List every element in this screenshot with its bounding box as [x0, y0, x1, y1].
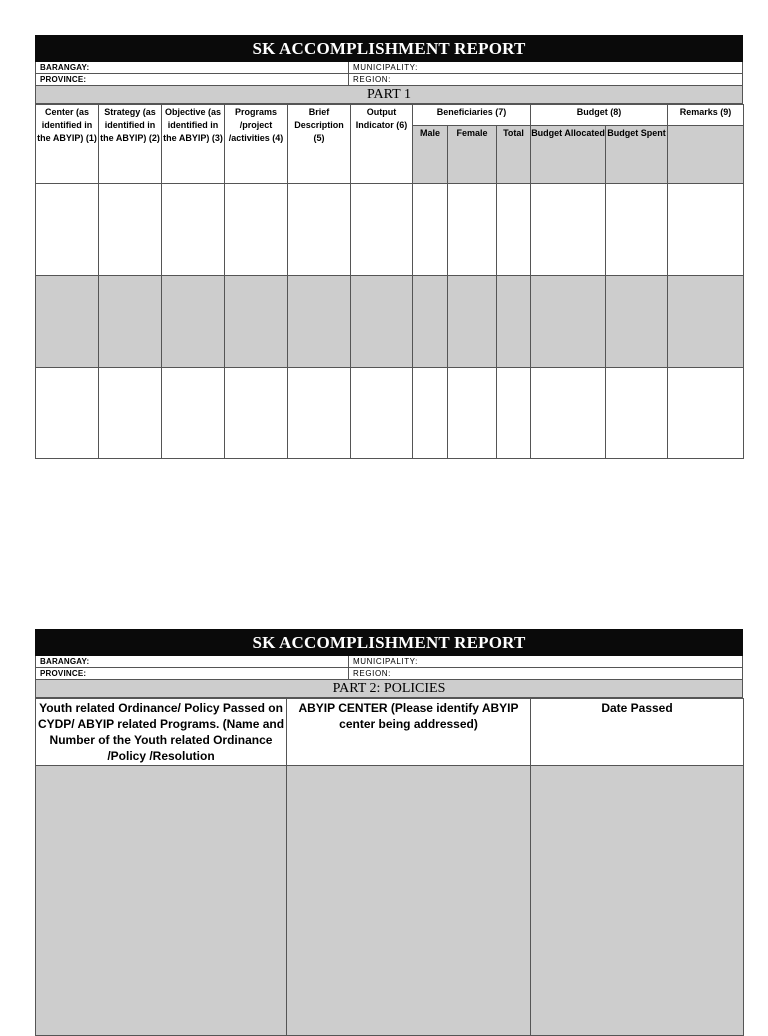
table-cell[interactable] [99, 184, 162, 276]
info-row-1 [35, 62, 743, 74]
col-remarks-header: Remarks (9) [668, 105, 744, 126]
table-row [36, 276, 744, 368]
table-cell[interactable] [448, 368, 497, 459]
table-row [36, 184, 744, 276]
col-total-header: Total [497, 126, 531, 184]
report-title: SK ACCOMPLISHMENT REPORT [35, 629, 743, 656]
col-budget-spent-header: Budget Spent [606, 126, 668, 184]
col-beneficiaries-header: Beneficiaries (7) [413, 105, 531, 126]
table-row [36, 766, 744, 1036]
table-cell[interactable] [351, 276, 413, 368]
table-cell[interactable] [668, 368, 744, 459]
col-programs-header: Programs /project /activities (4) [225, 105, 288, 184]
municipality-field[interactable]: MUNICIPALITY: [349, 62, 743, 74]
col-ordinance-header: Youth related Ordinance/ Policy Passed on CYDP/ ABYIP related Programs. (Name and Number of the Youth related Ordinance /Policy /Resolution [36, 699, 287, 766]
province-field[interactable]: PROVINCE: [35, 74, 349, 86]
table-cell[interactable] [225, 184, 288, 276]
table-cell[interactable] [497, 368, 531, 459]
col-center-header: Center (as identified in the ABYIP) (1) [36, 105, 99, 184]
table-row [36, 368, 744, 459]
table-cell[interactable] [36, 184, 99, 276]
table-cell[interactable] [668, 184, 744, 276]
table-cell[interactable] [288, 368, 351, 459]
table-cell[interactable] [162, 368, 225, 459]
col-brief-header: Brief Description (5) [288, 105, 351, 184]
col-abyip-center-header: ABYIP CENTER (Please identify ABYIP center being addressed) [287, 699, 531, 766]
info-row-2 [35, 74, 743, 86]
part-title: PART 1 [35, 86, 743, 104]
info-row-2 [35, 668, 743, 680]
table-cell[interactable] [497, 276, 531, 368]
col-female-header: Female [448, 126, 497, 184]
table-cell[interactable] [351, 184, 413, 276]
table-cell[interactable] [36, 276, 99, 368]
region-field[interactable]: REGION: [349, 74, 743, 86]
table-cell[interactable] [448, 276, 497, 368]
table-cell[interactable] [606, 184, 668, 276]
table-cell[interactable] [531, 766, 744, 1036]
table-cell[interactable] [531, 184, 606, 276]
col-strategy-header: Strategy (as identified in the ABYIP) (2) [99, 105, 162, 184]
col-male-header: Male [413, 126, 448, 184]
table-cell[interactable] [606, 276, 668, 368]
col-budget-header: Budget (8) [531, 105, 668, 126]
province-field[interactable]: PROVINCE: [35, 668, 349, 680]
table-cell[interactable] [497, 184, 531, 276]
table-cell[interactable] [36, 368, 99, 459]
report-part2 [35, 629, 743, 1036]
report-part1 [35, 35, 743, 459]
info-row-1 [35, 656, 743, 668]
col-output-header: Output Indicator (6) [351, 105, 413, 184]
table-cell[interactable] [668, 276, 744, 368]
col-budget-allocated-header: Budget Allocated [531, 126, 606, 184]
table-cell[interactable] [413, 276, 448, 368]
col-date-passed-header: Date Passed [531, 699, 744, 766]
report-title: SK ACCOMPLISHMENT REPORT [35, 35, 743, 62]
municipality-field[interactable]: MUNICIPALITY: [349, 656, 743, 668]
table-cell[interactable] [413, 184, 448, 276]
table-cell[interactable] [606, 368, 668, 459]
policies-table [35, 698, 744, 1036]
col-objective-header: Objective (as identified in the ABYIP) (3) [162, 105, 225, 184]
table-cell[interactable] [531, 276, 606, 368]
table-cell[interactable] [162, 276, 225, 368]
table-cell[interactable] [448, 184, 497, 276]
table-cell[interactable] [99, 276, 162, 368]
part-title: PART 2: POLICIES [35, 680, 743, 698]
region-field[interactable]: REGION: [349, 668, 743, 680]
table-cell[interactable] [531, 368, 606, 459]
table-cell[interactable] [288, 184, 351, 276]
table-cell[interactable] [287, 766, 531, 1036]
table-cell[interactable] [225, 276, 288, 368]
table-cell[interactable] [351, 368, 413, 459]
col-remarks-subheader [668, 126, 744, 184]
table-cell[interactable] [162, 184, 225, 276]
table-cell[interactable] [413, 368, 448, 459]
table-cell[interactable] [36, 766, 287, 1036]
table-cell[interactable] [225, 368, 288, 459]
table-cell[interactable] [288, 276, 351, 368]
barangay-field[interactable]: BARANGAY: [35, 62, 349, 74]
barangay-field[interactable]: BARANGAY: [35, 656, 349, 668]
accomplishment-table [35, 104, 744, 459]
table-cell[interactable] [99, 368, 162, 459]
